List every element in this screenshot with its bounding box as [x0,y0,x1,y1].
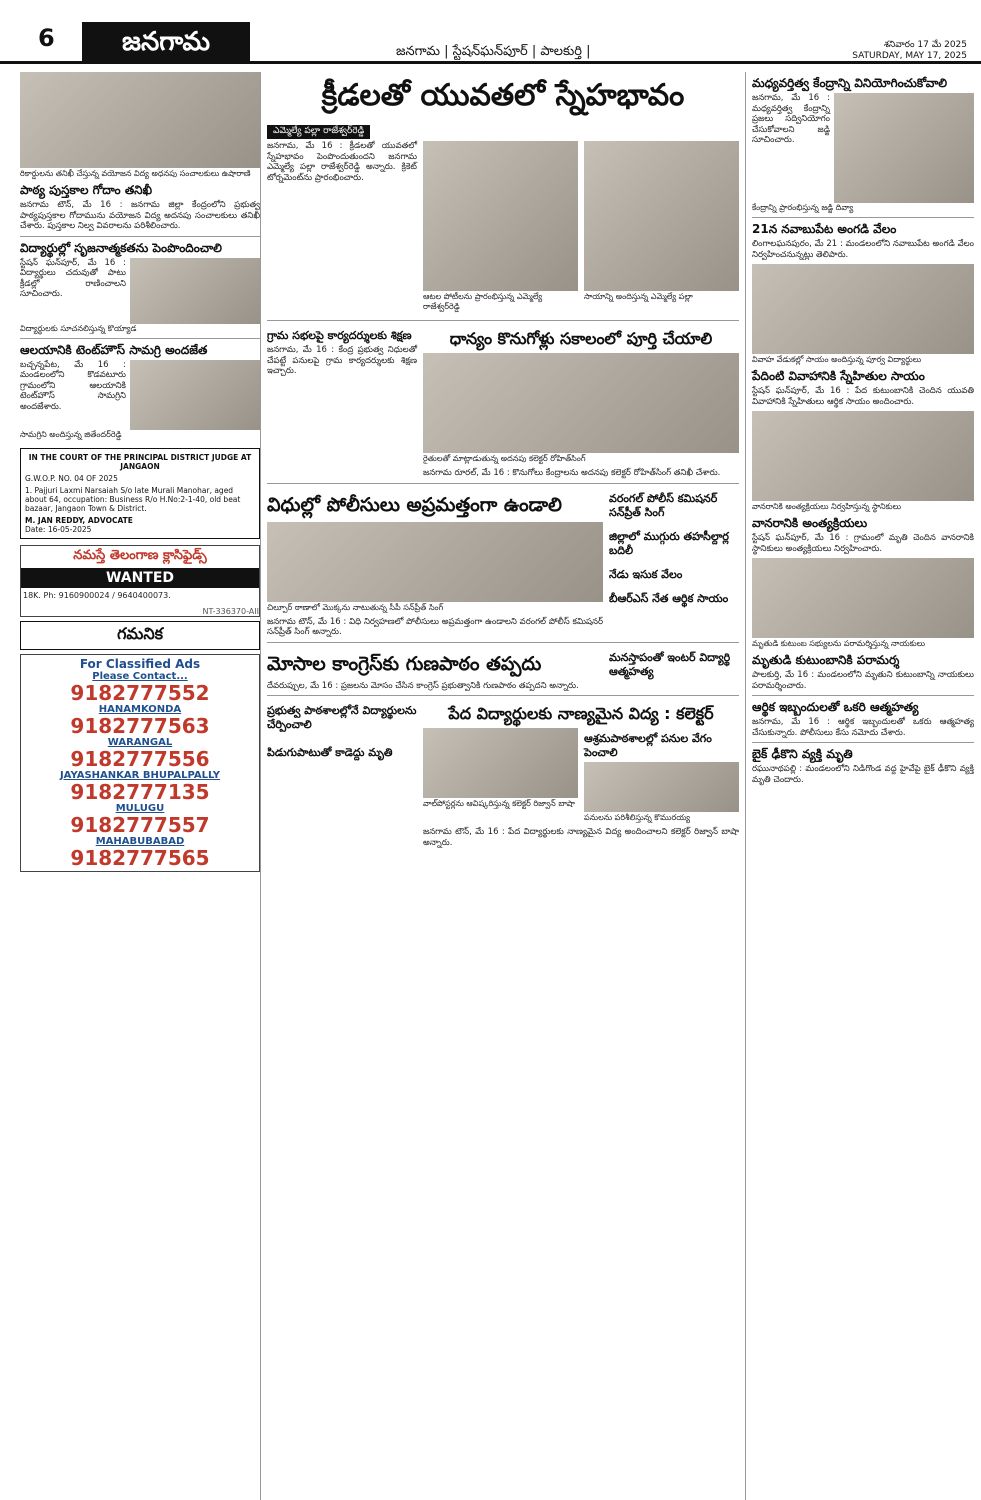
contact-place: MULUGU [115,802,165,814]
temple-photo [130,360,260,430]
photo-caption: కేంద్రాన్ని ప్రారంభిస్తున్న జడ్జి దివ్యా [752,203,854,212]
photo-caption: ఆటల పోటీలను ప్రారంభిస్తున్న ఎమ్మెల్యే రాజేశ్వర్‌రెడ్డి [423,292,543,311]
court-petitioner: 1. Pajjuri Laxmi Narsaiah S/o late Murali Manohar, aged about 64, occupation: Business R/o H.No:2-1-40, old beat bazaar, Jangaon Town & District. [25,485,241,513]
article-text: స్టేషన్ ఘన్‌పూర్, మే 16 : పేద కుటుంబానికి చెందిన యువతి వివాహానికి స్నేహితులు ఆర్థిక సాయం అందించారు. [752,386,974,407]
contact-phone: 9182777563 [70,713,210,738]
photo-caption: రికార్డులను తనిఖీ చేస్తున్న వయోజన విద్య అధనపు సంచాలకులు ఉషారాణి [20,169,251,178]
article-text: జనగామ రూరల్, మే 16 : కొనుగోలు కేంద్రాలను అదనపు కలెక్టర్ రోహిత్‌సింగ్ తనిఖీ చేశారు. [423,468,721,478]
headline: మృతుడి కుటుంబానికి పరామర్శ [752,653,900,667]
headline: జిల్లాలో ముగ్గురు తహసీల్దార్ల బదిలీ [609,529,729,557]
headline: ధాన్యం కొనుగోళ్లు సకాలంలో పూర్తి చేయాలి [449,329,713,348]
headline: 21న నవాబుపేట అంగడి వేలం [752,222,897,236]
article-text: జనగామ, మే 16 : క్రీడలతో యువతలో స్నేహభావం పెంపొందుతుందని జనగామ ఎమ్మెల్యే పల్లా రాజేశ్వర్‌రెడ్డి అన్నారు. క్రికెట్ టోర్నమెంట్‌ను ప్రారంభించారు. [267,141,417,183]
contact-place: WARANGAL [107,736,173,748]
notice-box: గమనిక [20,621,260,650]
contact-phone: 9182777556 [70,746,210,771]
lead-byline: ఎమ్మెల్యే పల్లా రాజేశ్వర్‌రెడ్డి [267,125,370,139]
article-text: రఘునాథపల్లి : మండలంలోని నిడిగొండ వద్ద హైవేపై బైక్ ఢీకొని వ్యక్తి మృతి చెందారు. [752,764,974,785]
side-headline: వరంగల్ పోలీస్ కమిషనర్ సన్‌ప్రీత్ సింగ్ [609,491,718,519]
headline: గ్రామ సభలపై కార్యదర్శులకు శిక్షణ [267,329,412,342]
left-column [20,72,260,1500]
middle-column [260,72,746,1500]
article-text: జనగామ, మే 16 : కేంద్ర ప్రభుత్వ నిధులతో చేపట్టే పనులపై గ్రామ కార్యదర్శులకు శిక్షణ ఇచ్చారు. [267,345,417,376]
police-photo [267,522,603,602]
court-case: G.W.O.P. NO. 04 OF 2025 [25,473,118,483]
wedding-photo [752,264,974,354]
court-notice [20,448,260,539]
photo-caption: వానరానికి అంత్యక్రియలు నిర్వహిస్తున్న స్థానికులు [752,502,902,511]
headline: పేద విద్యార్థులకు నాణ్యమైన విద్య : కలెక్టర్ [448,704,714,723]
page-name: జనగామ [82,22,250,62]
photo-caption: విద్యార్థులకు సూచనలిస్తున్న కొయ్యాడ [20,323,137,333]
court-title: IN THE COURT OF THE PRINCIPAL DISTRICT JUDGE AT JANGAON [28,452,252,471]
headline: బీఆర్‌ఎస్ నేత ఆర్థిక సాయం [609,591,729,605]
side-headline: మనస్తాపంతో ఇంటర్ విద్యార్థి ఆత్మహత్య [609,650,731,678]
headline: బైక్ ఢీకొని వ్యక్తి మృతి [752,747,853,761]
headline: విధుల్లో పోలీసులు అప్రమత్తంగా ఉండాలి [267,493,562,516]
headline: విద్యార్థుల్లో సృజనాత్మకతను పెంపొందించాలి [20,240,222,255]
classified-contacts [20,654,260,872]
article-text: లింగాలఘనపురం, మే 21 : మండలంలోని నవాబుపేట అంగడి వేలం నిర్వహించనున్నట్లు తెలిపారు. [752,239,974,260]
contact-phone: 9182777557 [70,812,210,837]
photo-caption: సాయాన్ని అందిస్తున్న ఎమ్మెల్యే పల్లా [584,292,693,301]
article-text: దేవరుప్పుల, మే 16 : ప్రజలను మోసం చేసిన కాంగ్రెస్ ప్రభుత్వానికి గుణపాఠం తప్పదని అన్నారు. [267,680,579,691]
classified-ad [20,545,260,617]
book-inspection-photo [20,72,260,168]
grain-photo [423,353,739,453]
lead-headline: క్రీడలతో యువతలో స్నేహభావం [321,78,685,113]
masthead [0,0,981,64]
headline: పిడుగుపాటుతో కాడెద్దు మృతి [267,746,393,759]
headline: మధ్యవర్తిత్వ కేంద్రాన్ని వినియోగించుకోవాలి [752,76,948,90]
sports-photo [423,141,578,291]
article-text: జనగామ, మే 16 : మధ్యవర్తిత్వ కేంద్రాన్ని ప్రజలు సద్వినియోగం చేసుకోవాలని జడ్జి సూచించారు. [752,93,830,145]
headline: వానరానికి అంత్యక్రియలు [752,516,868,530]
page-number: 6 [38,24,55,52]
mediation-photo [834,93,974,203]
page-districts: జనగామ | స్టేషన్‌ఘన్‌పూర్ | పాలకుర్తి | [396,44,591,59]
article-text: జనగామ టౌన్, మే 16 : పేద విద్యార్థులకు నాణ్యమైన విద్య అందించాలని కలెక్టర్ రిజ్వాన్ బాషా అన్నారు. [423,827,739,848]
headline: ఆశ్రమపాఠశాలల్లో పనుల వేగం పెంచాలి [584,732,712,759]
headline: నేడు ఇసుక వేలం [609,567,683,581]
contact-phone: 9182777135 [70,779,210,804]
right-column [748,72,974,1500]
article-text: పాలకుర్తి, మే 16 : మండలంలోని మృతుని కుటుంబాన్ని నాయకులు పరామర్శించారు. [752,670,974,691]
article-text: బచ్చన్నపేట, మే 16 : మండలంలోని కొడవటూరు గ్రామంలోని ఆలయానికి టెంట్‌హౌస్ సామగ్రిని అందజేశారు. [20,359,126,412]
contact-phone: 9182777552 [70,680,210,705]
date-english: SATURDAY, MAY 17, 2025 [852,51,967,61]
headline: పాఠ్య పుస్తకాల గోదాం తనిఖీ [20,183,152,197]
contact-place: MAHABUBABAD [95,835,185,847]
article-text: స్టేషన్ ఘన్‌పూర్, మే 16 : గ్రామంలో మృతి చెందిన వానరానికి స్థానికులు అంత్యక్రియలు నిర్వహించారు. [752,533,974,554]
ads-title: For Classified Ads [79,656,201,671]
contact-place: HANAMKONDA [98,703,182,715]
classified-code: NT-336370-AII [202,606,259,616]
photo-caption: పనులను పరిశీలిస్తున్న కొమురయ్య [584,813,691,822]
article-text: స్టేషన్ ఘన్‌పూర్, మే 16 : విద్యార్థులు చదువుతో పాటు క్రీడల్లో రాణించాలని సూచించారు. [20,257,126,299]
photo-caption: రైతులతో మాట్లాడుతున్న అదనపు కలెక్టర్ రోహిత్‌సింగ్ [423,454,586,463]
court-date: Date: 16-05-2025 [25,524,92,534]
photo-caption: సామగ్రిని అందిస్తున్న జితేందర్‌రెడ్డి [20,429,122,439]
contact-place: JAYASHANKAR BHUPALPALLY [59,769,221,781]
photo-caption: వివాహ వేడుకల్లో సాయం అందిస్తున్న పూర్వ విద్యార్థులు [752,355,922,364]
headline: పేదింటి వివాహానికి స్నేహితుల సాయం [752,369,925,383]
headline: ఆర్థిక ఇబ్బందులతో ఒకరి ఆత్మహత్య [752,700,919,714]
ads-subtitle: Please Contact... [92,670,188,682]
contact-phone: 9182777565 [70,845,210,870]
headline: మోసాల కాంగ్రెస్‌కు గుణపాఠం తప్పదు [267,652,542,675]
photo-caption: చిల్పూర్ ఠాణాలో మొక్కను నాటుతున్న సీపీ సన్‌ప్రీత్ సింగ్ [267,602,444,612]
court-advocate: M. JAN REDDY, ADVOCATE [25,515,133,525]
headline: ఆలయానికి టెంట్‌హౌస్ సామగ్రి అందజేత [20,342,208,357]
header-date [852,40,967,62]
photo-caption: వాల్‌పోస్టర్లను ఆవిష్కరిస్తున్న కలెక్టర్ రిజ్వాన్ బాషా [423,799,575,808]
classified-brand: నమస్తే తెలంగాణ క్లాసిఫైడ్స్ [21,546,259,568]
monkey-funeral-photo [752,411,974,501]
headline: ప్రభుత్వ పాఠశాలల్లోనే విద్యార్థులను చేర్పించాలి [267,704,417,731]
collector-photo [423,728,578,798]
aid-photo [584,141,739,291]
wanted-label: WANTED [21,568,259,588]
classified-phone: 18K. Ph: 9160900024 / 9640400073. [23,590,171,600]
students-photo [130,258,260,324]
photo-caption: మృతుడి కుటుంబ సభ్యులను పరామర్శిస్తున్న నాయకులు [752,639,926,648]
article-text: జనగామ టౌన్, మే 16 : విధి నిర్వహణలో పోలీసులు అప్రమత్తంగా ఉండాలని వరంగల్ పోలీస్ కమిషనర్ సన్‌ప్రీత్ సింగ్ అన్నారు. [267,616,603,637]
works-photo [584,762,739,812]
condolence-photo [752,558,974,638]
date-telugu: శనివారం 17 మే 2025 [883,40,967,50]
article-text: జనగామ, మే 16 : ఆర్థిక ఇబ్బందులతో ఒకరు ఆత్మహత్య చేసుకున్నారు. పోలీసులు కేసు నమోదు చేశారు. [752,717,974,738]
article-text: జనగామ టౌన్, మే 16 : జనగామ జిల్లా కేంద్రంలోని ప్రభుత్వ పాఠ్యపుస్తకాల గోదామును వయోజన విద్య అదనపు సంచాలకులు తనిఖీ చేశారు. పుస్తకాల నిల్వ వివరాలను పరిశీలించారు. [20,200,260,231]
